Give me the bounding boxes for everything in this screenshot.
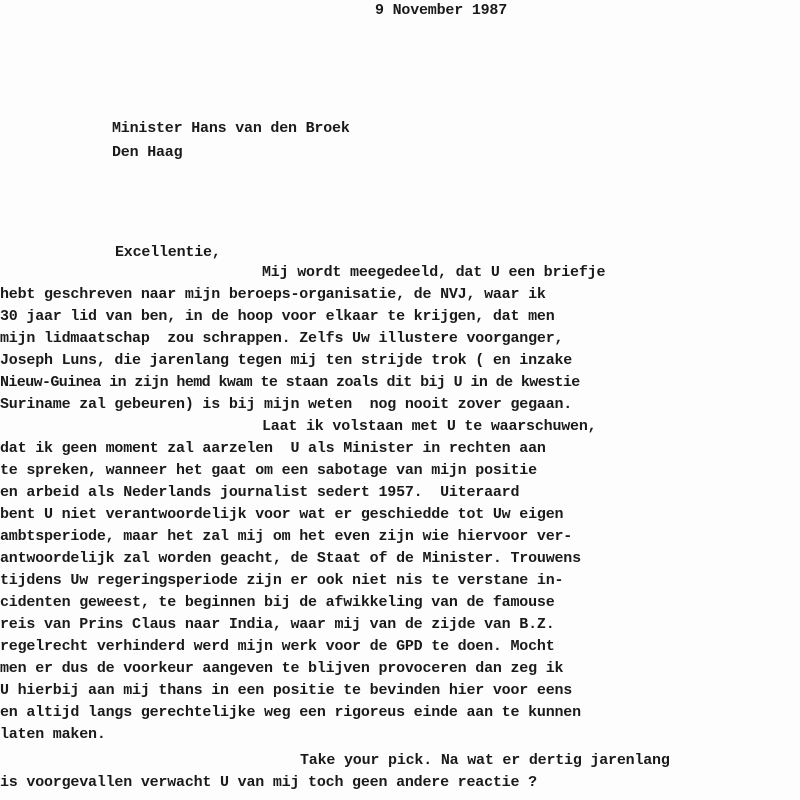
body-line: Laat ik volstaan met U te waarschuwen, xyxy=(262,418,597,435)
salutation: Excellentie, xyxy=(115,244,221,261)
body-line: Take your pick. Na wat er dertig jarenlang xyxy=(300,752,670,769)
body-line: en arbeid als Nederlands journalist sedert 1957. Uiteraard xyxy=(0,484,520,501)
body-line: dat ik geen moment zal aarzelen U als Minister in rechten aan xyxy=(0,440,546,457)
body-line: en altijd langs gerechtelijke weg een rigoreus einde aan te kunnen xyxy=(0,704,581,721)
letter-date: 9 November 1987 xyxy=(375,2,508,19)
body-line: hebt geschreven naar mijn beroeps-organisatie, de NVJ, waar ik xyxy=(0,286,546,303)
body-line: cidenten geweest, te beginnen bij de afwikkeling van de famouse xyxy=(0,594,555,611)
body-line: regelrecht verhinderd werd mijn werk voor de GPD te doen. Mocht xyxy=(0,638,555,655)
body-line: te spreken, wanneer het gaat om een sabotage van mijn positie xyxy=(0,462,537,479)
body-line: mijn lidmaatschap zou schrappen. Zelfs Uw illustere voorganger, xyxy=(0,330,564,347)
body-line: Suriname zal gebeuren) is bij mijn weten nog nooit zover gegaan. xyxy=(0,396,573,413)
body-line: men er dus de voorkeur aangeven te blijven provoceren dan zeg ik xyxy=(0,660,564,677)
body-line: laten maken. xyxy=(0,726,106,743)
body-line: Nieuw-Guinea in zijn hemd kwam te staan zoals dit bij U in de kwestie xyxy=(0,374,580,391)
body-line: ambtsperiode, maar het zal mij om het even zijn wie hiervoor ver- xyxy=(0,528,573,545)
body-line: bent U niet verantwoordelijk voor wat er geschiedde tot Uw eigen xyxy=(0,506,564,523)
body-line: tijdens Uw regeringsperiode zijn er ook niet nis te verstane in- xyxy=(0,572,564,589)
recipient-name: Minister Hans van den Broek xyxy=(112,120,350,137)
body-line: Joseph Luns, die jarenlang tegen mij ten strijde trok ( en inzake xyxy=(0,352,573,369)
body-line: U hierbij aan mij thans in een positie te bevinden hier voor eens xyxy=(0,682,573,699)
body-line: 30 jaar lid van ben, in de hoop voor elkaar te krijgen, dat men xyxy=(0,308,555,325)
body-line: reis van Prins Claus naar India, waar mij van de zijde van B.Z. xyxy=(0,616,555,633)
body-line: antwoordelijk zal worden geacht, de Staat of de Minister. Trouwens xyxy=(0,550,581,567)
recipient-city: Den Haag xyxy=(112,144,183,161)
body-line: is voorgevallen verwacht U van mij toch geen andere reactie ? xyxy=(0,774,537,791)
body-line: Mij wordt meegedeeld, dat U een briefje xyxy=(262,264,606,281)
